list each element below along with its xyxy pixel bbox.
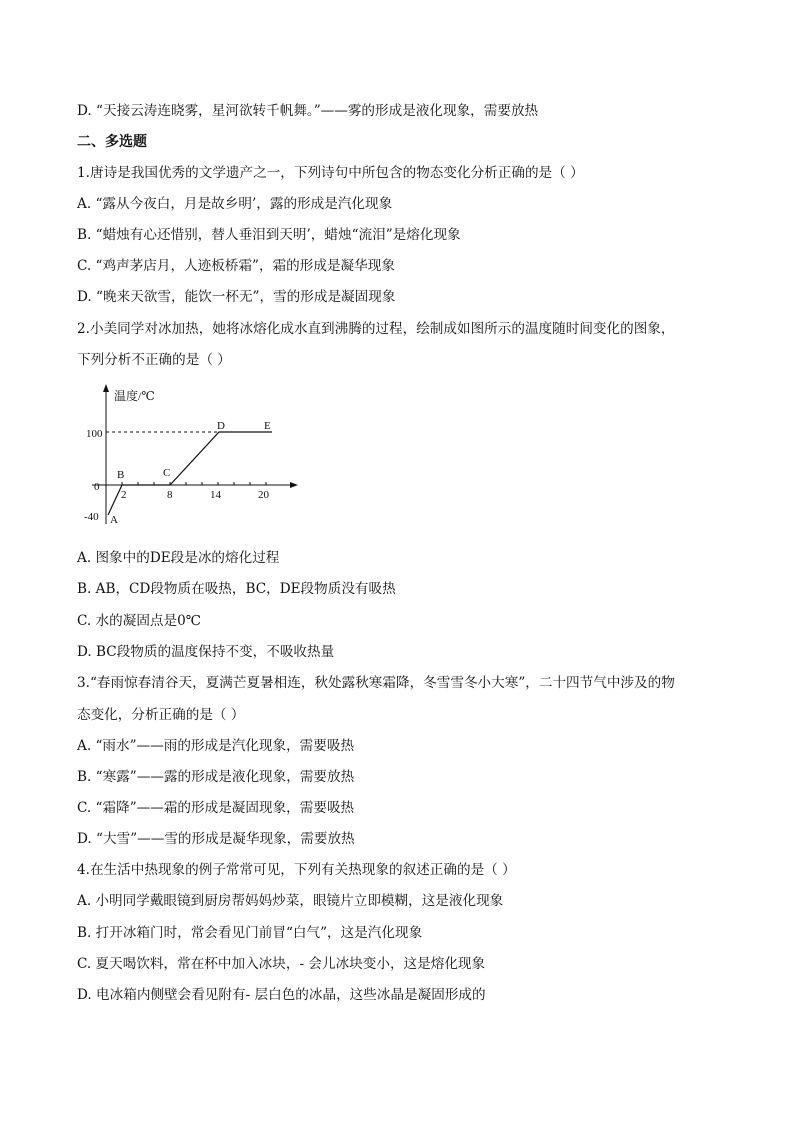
- q-prev-option-d: D. “天接云涛连晓雾，星河欲转千帆舞。”——雾的形成是液化现象，需要放热: [77, 103, 539, 119]
- point-label-a: A: [110, 514, 118, 526]
- q4-option-a: A. 小明同学戴眼镜到厨房帮妈妈炒菜，眼镜片立即模糊，这是液化现象: [77, 893, 504, 909]
- q3-option-d: D. “大雪”——雪的形成是凝华现象，需要放热: [77, 831, 355, 847]
- q1-option-a: A. “露从今夜白，月是故乡明’，露的形成是汽化现象: [77, 196, 393, 212]
- point-label-e: E: [264, 420, 271, 432]
- q2-option-c: C. 水的凝固点是0℃: [77, 613, 201, 629]
- q2-stem-line2: 下列分析不正确的是（ ）: [77, 352, 231, 368]
- q3-option-a: A. “雨水”——雨的形成是汽化现象，需要吸热: [77, 738, 355, 754]
- x-tick-20: 20: [258, 489, 269, 501]
- y-tick-100: 100: [86, 428, 103, 440]
- q1-option-b: B. “蜡烛有心还惜别，替人垂泪到天明’，蜡烛“流泪”是熔化现象: [77, 227, 461, 243]
- q3-stem-line1: 3.“春雨惊春清谷天，夏满芒夏暑相连，秋处露秋寒霜降，冬雪雪冬小大寒”，二十四节气中涉及的物: [77, 675, 675, 691]
- q4-option-c: C. 夏天喝饮料，常在杯中加入冰块，- 会儿冰块变小，这是熔化现象: [77, 956, 486, 972]
- y-axis-label: 温度/℃: [114, 389, 155, 403]
- q2-option-a: A. 图象中的DE段是冰的熔化过程: [77, 550, 280, 566]
- q2-stem-line1: 2.小美同学对冰加热，她将冰熔化成水直到沸腾的过程，绘制成如图所示的温度随时间变化的图象，: [77, 321, 675, 337]
- q3-option-c: C. “霜降”——霜的形成是凝固现象，需要吸热: [77, 800, 355, 816]
- q2-option-d: D. BC段物质的温度保持不变，不吸收热量: [77, 644, 335, 660]
- point-label-c: C: [163, 467, 171, 479]
- temperature-time-graph: [84, 384, 314, 534]
- q4-option-d: D. 电冰箱内侧壁会看见附有- 层白色的冰晶，这些冰晶是凝固形成的: [77, 987, 486, 1003]
- y-tick-0: 0: [94, 481, 100, 493]
- q2-option-b: B. AB，CD段物质在吸热，BC，DE段物质没有吸热: [77, 581, 396, 597]
- y-axis-arrow: [103, 384, 109, 392]
- x-tick-8: 8: [167, 489, 173, 501]
- y-tick-minus40: -40: [84, 511, 99, 523]
- section-heading: 二、多选题: [77, 134, 147, 150]
- point-label-b: B: [117, 469, 125, 481]
- x-axis-arrow: [290, 482, 298, 488]
- temperature-curve: [108, 432, 272, 515]
- q3-option-b: B. “寒露”——露的形成是液化现象，需要放热: [77, 769, 355, 785]
- q1-option-d: D. “晚来天欲雪，能饮一杯无”，雪的形成是凝固现象: [77, 289, 396, 305]
- q3-stem-line2: 态变化，分析正确的是（ ）: [77, 707, 245, 723]
- x-tick-14: 14: [210, 489, 221, 501]
- q1-option-c: C. “鸡声茅店月，人迹板桥霜”，霜的形成是凝华现象: [77, 258, 395, 274]
- q1-stem: 1.唐诗是我国优秀的文学遗产之一，下列诗句中所包含的物态变化分析正确的是（ ）: [77, 165, 584, 181]
- q4-option-b: B. 打开冰箱门时，常会看见门前冒“白气”，这是汽化现象: [77, 925, 423, 941]
- x-tick-2: 2: [121, 489, 127, 501]
- q4-stem: 4.在生活中热现象的例子常常可见，下列有关热现象的叙述正确的是（ ）: [77, 862, 516, 878]
- point-label-d: D: [217, 420, 225, 432]
